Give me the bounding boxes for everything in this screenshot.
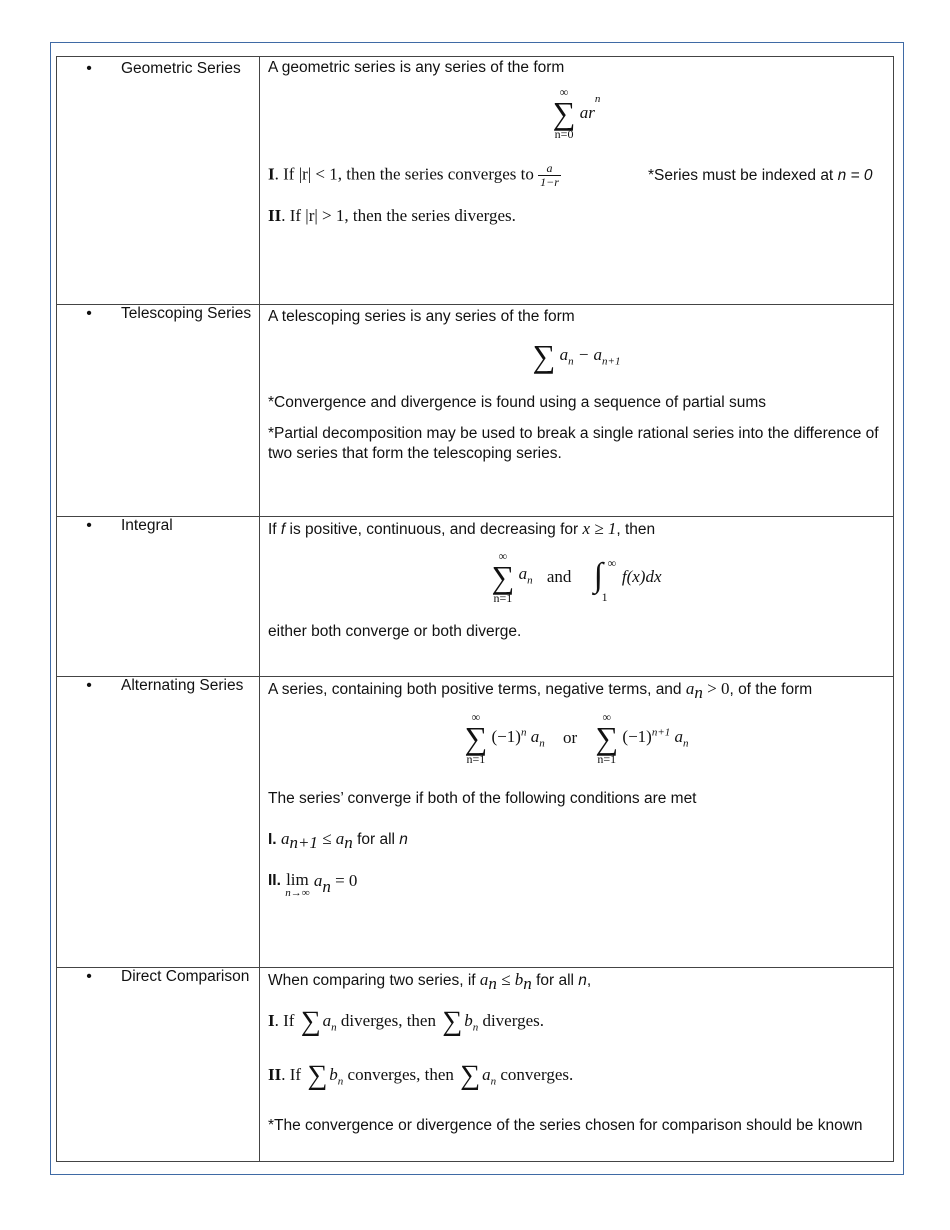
test-description-cell xyxy=(260,677,894,968)
test-name-label: Telescoping Series xyxy=(121,305,252,322)
test-name-cell xyxy=(57,305,260,517)
index-note: *Series must be indexed at n = 0 xyxy=(648,167,873,184)
table-row xyxy=(57,677,894,968)
series-formula: ∑ $a_n - a_{n+1}$ xyxy=(532,338,621,374)
test-name-label: Integral xyxy=(121,517,173,534)
test-name-cell xyxy=(57,968,260,1162)
condition-two: II. If |r| > 1, then the series diverges. xyxy=(268,206,516,225)
condition-one: I. If |r| < 1, then the series converges to $\frac{a}{1-r}$ *Series must be indexed at n = 0 xyxy=(268,161,873,189)
bullet-icon: • xyxy=(86,305,92,322)
summation-symbol: ∞ ∑ n=1 xyxy=(464,710,488,767)
partial-sums-note: *Convergence and divergence is found using a sequence of partial sums xyxy=(268,394,767,411)
test-name xyxy=(57,677,259,695)
test-description-cell xyxy=(260,305,894,517)
test-name-label: Alternating Series xyxy=(121,677,244,694)
summation-symbol: ∞ ∑ n=0 xyxy=(552,85,576,141)
decomposition-note: *Partial decomposition may be used to break a single rational series into the difference of two series that form the telescoping series. xyxy=(268,425,879,462)
limit-fraction: $\frac{a}{1-r}$ xyxy=(540,161,559,189)
series-formula: ∞ ∑ n=1 $(-1)^n$ $a_n$ or ∞ ∑ n=1 $(-1)^{n+1}$ $a_n$ xyxy=(464,710,689,767)
summation-symbol: ∞ ∑ n=1 xyxy=(595,710,619,767)
table-row xyxy=(57,968,894,1162)
bullet-icon: • xyxy=(86,968,92,985)
series-tests-table xyxy=(56,56,894,1162)
description-intro: A geometric series is any series of the form xyxy=(268,59,565,76)
description-intro: When comparing two series, if $a_n \le b_n$ for all n, xyxy=(268,970,592,994)
test-name xyxy=(57,968,259,986)
test-name xyxy=(57,60,259,78)
test-name-cell xyxy=(57,57,260,305)
test-name xyxy=(57,517,259,535)
test-name-cell xyxy=(57,517,260,677)
description-intro: A series, containing both positive terms, negative terms, and $a_n > 0$, of the form xyxy=(268,679,813,703)
series-formula: ∞ ∑ n=0 $ar^n$ xyxy=(552,85,601,141)
description-intro: If f is positive, continuous, and decreasing for x ≥ 1, then xyxy=(268,519,656,538)
bullet-icon: • xyxy=(86,60,92,77)
bullet-icon: • xyxy=(86,517,92,534)
test-description-cell xyxy=(260,57,894,305)
bullet-icon: • xyxy=(86,677,92,694)
summation-symbol: ∑ xyxy=(442,1006,463,1038)
conditions-text: The series’ converge if both of the following conditions are met xyxy=(268,790,697,808)
table-row xyxy=(57,57,894,305)
description-outro: either both converge or both diverge. xyxy=(268,623,522,640)
summation-symbol: ∞ ∑ n=1 xyxy=(491,549,515,605)
condition-two: II. If ∑ $b_n$ converges, then ∑ $a_n$ converges. xyxy=(268,1060,574,1092)
test-name-label: Geometric Series xyxy=(121,60,241,77)
limit-operator: lim n→∞ xyxy=(285,870,310,900)
description-intro: A telescoping series is any series of the form xyxy=(268,308,575,325)
test-name-cell xyxy=(57,677,260,968)
integral-symbol: ∫ ∞ 1 xyxy=(593,556,617,604)
condition-one: I. $a_{n+1} \le a_n$ for all n xyxy=(268,829,408,853)
table-row xyxy=(57,517,894,677)
summation-symbol: ∑ xyxy=(532,338,556,374)
comparison-note: *The convergence or divergence of the series chosen for comparison should be known xyxy=(268,1117,863,1135)
summation-symbol: ∑ xyxy=(307,1060,328,1092)
series-formula: ∞ ∑ n=1 $a_n$ and ∫ ∞ 1 f(x)dx xyxy=(491,549,662,605)
condition-one: I. If ∑ $a_n$ diverges, then ∑ $b_n$ diverges. xyxy=(268,1006,544,1038)
summation-symbol: ∑ xyxy=(300,1006,321,1038)
summation-symbol: ∑ xyxy=(460,1060,481,1092)
test-description-cell xyxy=(260,517,894,677)
test-name-label: Direct Comparison xyxy=(121,968,250,985)
table-row xyxy=(57,305,894,517)
test-description-cell xyxy=(260,968,894,1162)
test-name xyxy=(57,305,259,323)
condition-two: II. lim n→∞ $a_n = 0$ xyxy=(268,870,358,900)
